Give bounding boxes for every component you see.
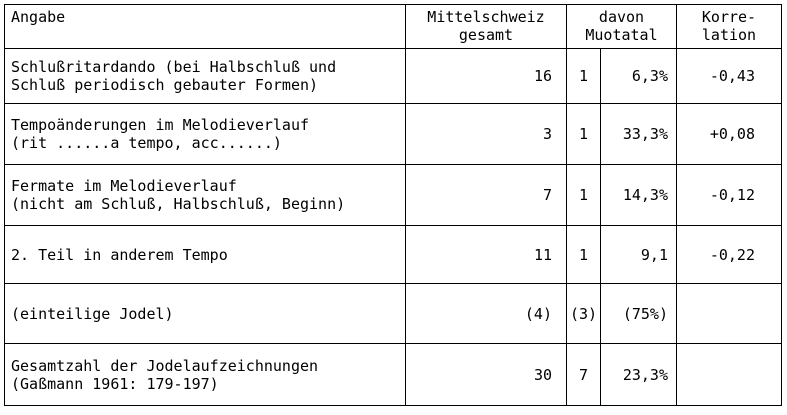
cell-korrelation: -0,22 (677, 226, 782, 284)
header-row (5, 5, 782, 49)
cell-gesamt: 16 (406, 49, 567, 104)
header-angabe: Angabe (5, 5, 406, 49)
cell-korrelation: -0,43 (677, 49, 782, 104)
cell-anzahl: 1 (567, 49, 601, 104)
row-label: Fermate im Melodieverlauf (nicht am Schluß, Halbschluß, Beginn) (5, 165, 406, 226)
cell-gesamt: 11 (406, 226, 567, 284)
cell-prozent: (75%) (601, 284, 677, 344)
table-row (5, 49, 782, 104)
cell-anzahl: 1 (567, 165, 601, 226)
cell-korrelation: +0,08 (677, 104, 782, 165)
table-row (5, 226, 782, 284)
table-row (5, 104, 782, 165)
cell-prozent: 6,3% (601, 49, 677, 104)
header-mittelschweiz: Mittelschweiz gesamt (406, 5, 567, 49)
row-label: 2. Teil in anderem Tempo (5, 226, 406, 284)
cell-gesamt: 3 (406, 104, 567, 165)
header-davon-muotatal: davon Muotatal (567, 5, 677, 49)
cell-korrelation (677, 344, 782, 406)
table-row (5, 165, 782, 226)
row-label: (einteilige Jodel) (5, 284, 406, 344)
cell-prozent: 14,3% (601, 165, 677, 226)
row-label: Gesamtzahl der Jodelaufzeichnungen (Gaßmann 1961: 179-197) (5, 344, 406, 406)
cell-gesamt: 7 (406, 165, 567, 226)
table-row (5, 284, 782, 344)
row-label: Tempoänderungen im Melodieverlauf (rit ......a tempo, acc......) (5, 104, 406, 165)
cell-anzahl: (3) (567, 284, 601, 344)
cell-anzahl: 1 (567, 226, 601, 284)
cell-prozent: 9,1 (601, 226, 677, 284)
data-table (4, 4, 782, 406)
table-row (5, 344, 782, 406)
cell-prozent: 33,3% (601, 104, 677, 165)
cell-gesamt: 30 (406, 344, 567, 406)
header-korrelation: Korre- lation (677, 5, 782, 49)
cell-korrelation: -0,12 (677, 165, 782, 226)
cell-gesamt: (4) (406, 284, 567, 344)
cell-anzahl: 1 (567, 104, 601, 165)
cell-prozent: 23,3% (601, 344, 677, 406)
row-label: Schlußritardando (bei Halbschluß und Schluß periodisch gebauter Formen) (5, 49, 406, 104)
cell-korrelation (677, 284, 782, 344)
cell-anzahl: 7 (567, 344, 601, 406)
